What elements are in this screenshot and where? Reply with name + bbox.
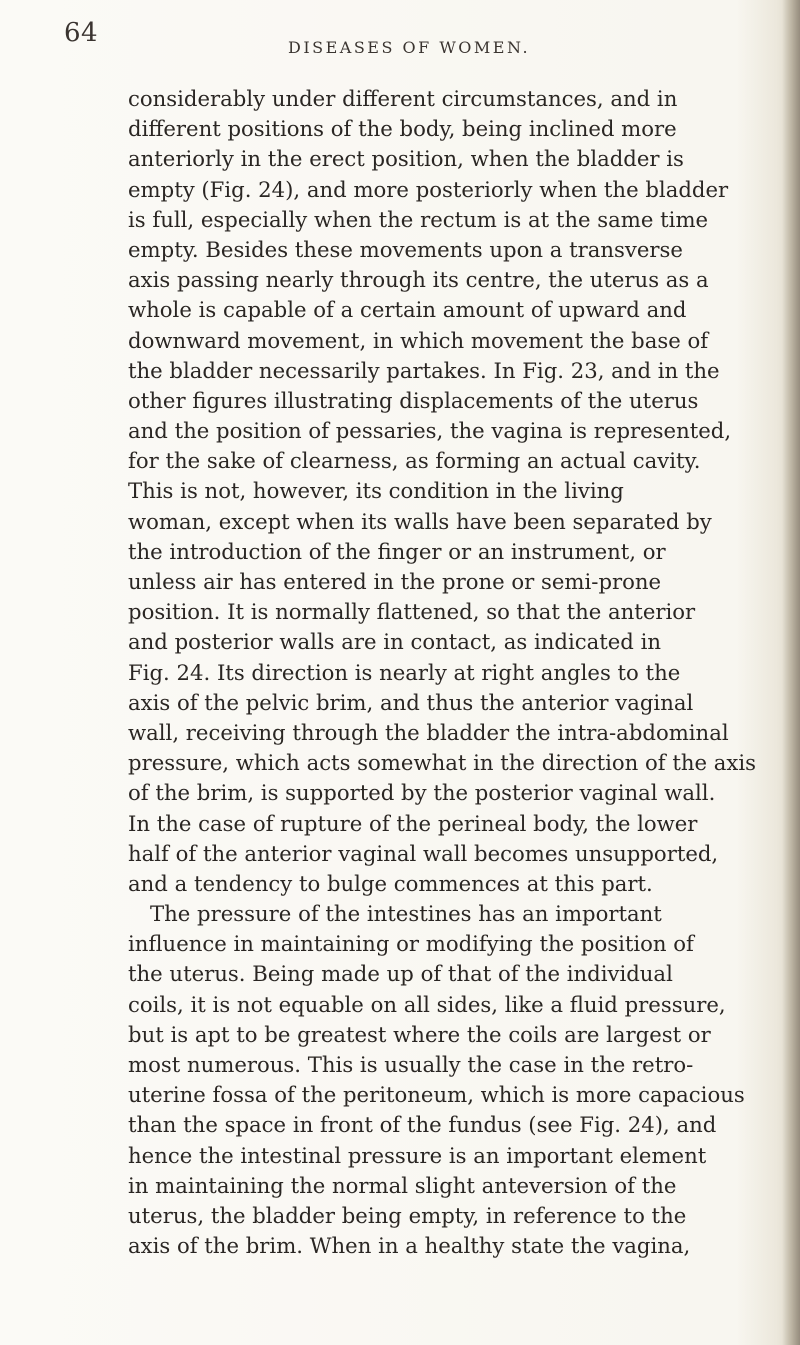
text-line: and posterior walls are in contact, as indicated in xyxy=(128,629,661,655)
text-line: downward movement, in which movement the base of xyxy=(128,327,709,353)
text-line: pressure, which acts somewhat in the direction of the axis xyxy=(128,750,756,776)
text-line: the bladder necessarily partakes. In Fig. 23, and in the xyxy=(128,357,720,383)
text-line: empty. Besides these movements upon a transverse xyxy=(128,236,683,262)
text-line: and the position of pessaries, the vagina is represented, xyxy=(128,418,732,444)
text-line: most numerous. This is usually the case in the retro- xyxy=(128,1052,694,1077)
text-line: different positions of the body, being inclined more xyxy=(128,116,677,142)
text-line: uterus, the bladder being empty, in reference to the xyxy=(128,1202,687,1228)
text-line: wall, receiving through the bladder the intra-abdominal xyxy=(128,719,729,745)
text-line: of the brim, is supported by the posterior vaginal wall. xyxy=(128,780,716,806)
text-line: than the space in front of the fundus (see Fig. 24), and xyxy=(128,1112,717,1138)
running-head: DISEASES OF WOMEN. xyxy=(288,38,531,57)
text-line: influence in maintaining or modifying the position of xyxy=(128,931,694,957)
page-number: 64 xyxy=(64,18,99,48)
text-line: anteriorly in the erect position, when the bladder is xyxy=(128,146,684,172)
text-line: the introduction of the finger or an instrument, or xyxy=(128,538,666,564)
text-line: empty (Fig. 24), and more posteriorly when the bladder xyxy=(128,176,729,202)
text-line: but is apt to be greatest where the coils are largest or xyxy=(128,1021,711,1047)
text-line: whole is capable of a certain amount of upward and xyxy=(128,297,687,323)
text-line: axis of the pelvic brim, and thus the anterior vaginal xyxy=(128,689,694,715)
page-header xyxy=(0,18,800,58)
text-line: considerably under different circumstances, and in xyxy=(128,86,678,111)
text-line: and a tendency to bulge commences at this part. xyxy=(128,870,653,896)
body-text xyxy=(128,84,788,1261)
text-line: is full, especially when the rectum is at the same time xyxy=(128,206,709,232)
text-line: In the case of rupture of the perineal body, the lower xyxy=(128,810,698,836)
text-line: axis passing nearly through its centre, the uterus as a xyxy=(128,267,709,293)
text-line: in maintaining the normal slight anteversion of the xyxy=(128,1172,677,1198)
text-line: other figures illustrating displacements of the uterus xyxy=(128,387,699,413)
text-line: woman, except when its walls have been separated by xyxy=(128,508,712,534)
text-line: uterine fossa of the peritoneum, which is more capacious xyxy=(128,1082,745,1108)
paragraph-start-line: The pressure of the intestines has an important xyxy=(150,901,662,927)
text-line: half of the anterior vaginal wall becomes unsupported, xyxy=(128,840,719,866)
text-line: for the sake of clearness, as forming an actual cavity. xyxy=(128,448,701,474)
text-line: unless air has entered in the prone or semi-prone xyxy=(128,569,662,594)
text-line: axis of the brim. When in a healthy state the vagina, xyxy=(128,1233,691,1259)
text-line: the uterus. Being made up of that of the individual xyxy=(128,961,673,987)
text-line: hence the intestinal pressure is an important element xyxy=(128,1142,707,1168)
text-line: position. It is normally flattened, so that the anterior xyxy=(128,599,696,625)
page-edge-shadow xyxy=(782,0,800,1345)
text-line: Fig. 24. Its direction is nearly at right angles to the xyxy=(128,659,681,685)
text-line: This is not, however, its condition in the living xyxy=(128,478,624,504)
text-line: coils, it is not equable on all sides, like a fluid pressure, xyxy=(128,991,726,1017)
